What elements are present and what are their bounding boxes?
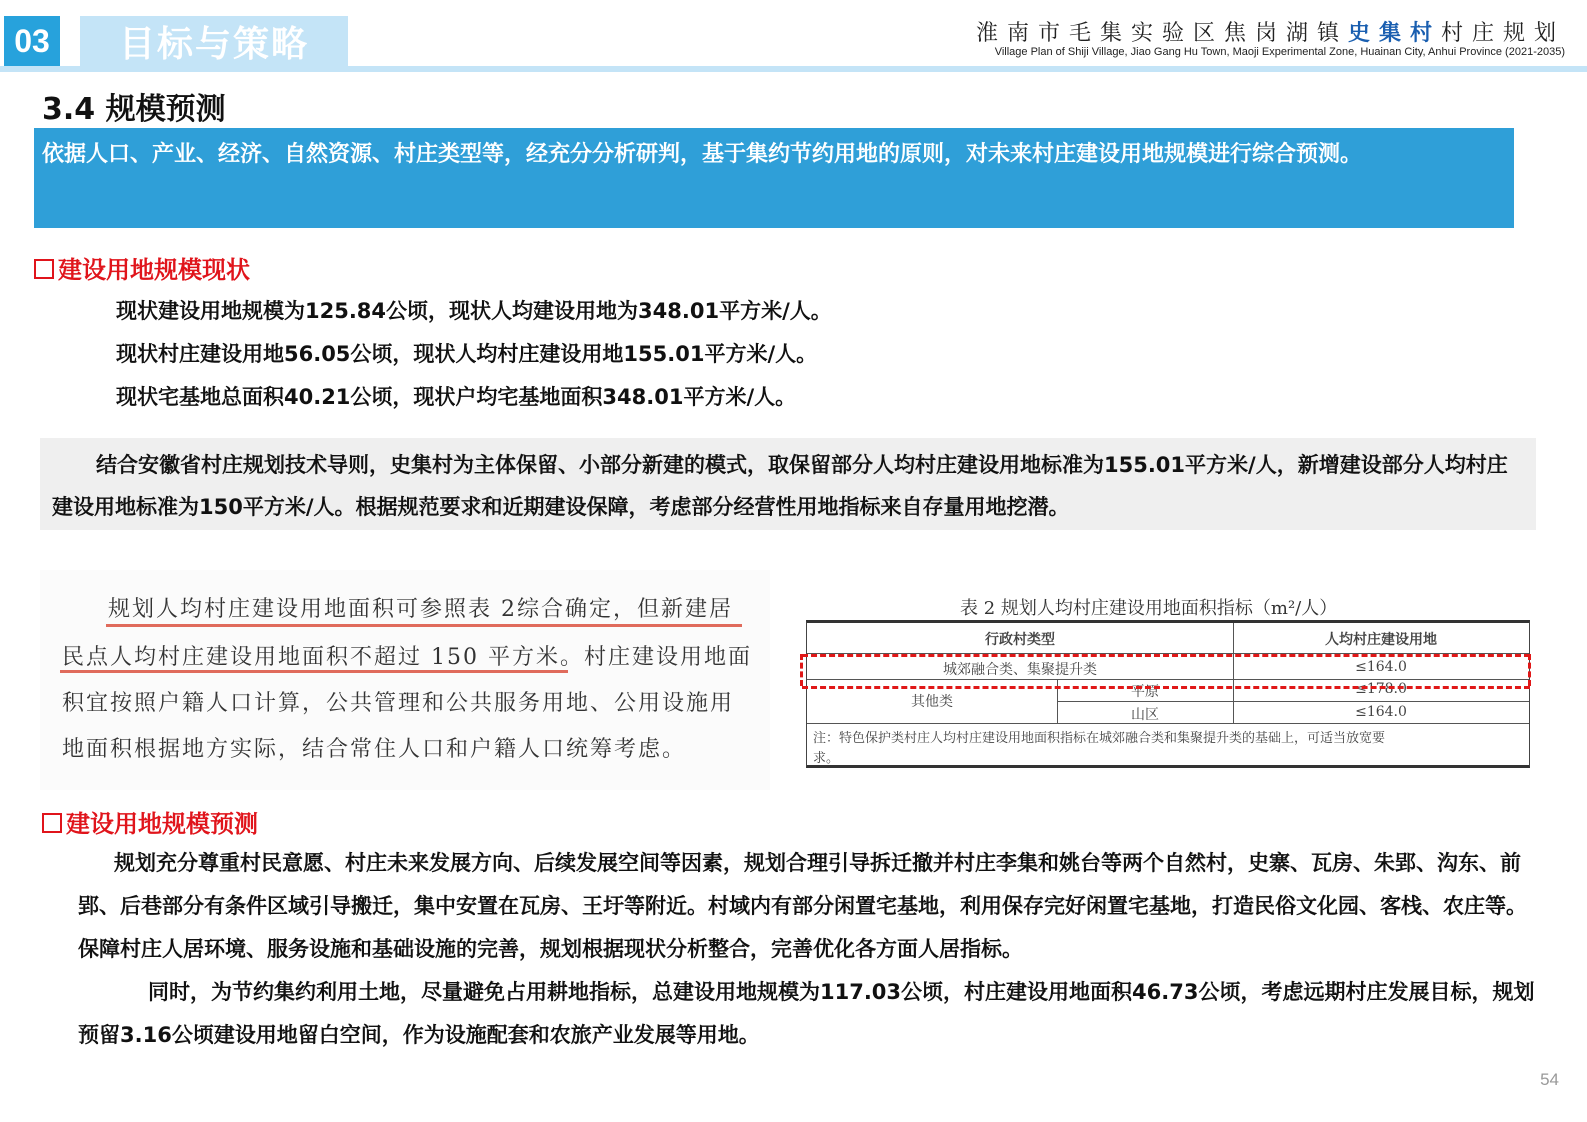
status-heading [34,250,250,285]
highlight-dash [802,686,1530,689]
title-accent: 史集村 [1347,20,1441,46]
table-cell: 城郊融合类、集聚提升类 [943,662,1097,678]
highlight-dash [800,654,803,686]
highlight-dash [1528,654,1531,686]
quote-line: 积宜按照户籍人口计算，公共管理和公共服务用地、公用设施用 [62,691,735,716]
table-cell: 平原 [1131,684,1159,700]
forecast-heading-label: 建设用地规模预测 [66,810,258,838]
table-header: 人均村庄建设用地 [1325,632,1437,648]
quote-line: 地面积根据地方实际，结合常住人口和户籍人口统筹考虑。 [62,737,687,762]
checkbox-square-icon [42,813,62,833]
section-number-badge: 03 [4,16,60,66]
status-line: 现状建设用地规模为125.84公顷，现状人均建设用地为348.01平方米/人。 [116,299,832,323]
forecast-paragraph: 规划充分尊重村民意愿、村庄未来发展方向、后续发展空间等因素，规划合理引导拆迁撤并村庄李集和姚台等两个自然村，史寨、瓦房、朱郢、沟东、前郢、后巷部分有条件区域引导搬迁，集中安置在瓦房、王圩等附近。村域内有部分闲置宅基地，利用保存完好闲置宅基地，打造民俗文化园、客栈、农庄等。保障村庄人居环境、服务设施和基础设施的完善，规划根据现状分析整合，完善优化各方面人居指标。 [78,851,1527,961]
quote-line: 民点人均村庄建设用地面积不超过 150 平方米。村庄建设用地面 [62,645,752,670]
table-divider [1057,701,1529,702]
table-cell: ≤164.0 [1355,704,1407,720]
table-cell: 山区 [1131,707,1159,723]
title-prefix: 淮南市毛集实验区焦岗湖镇 [975,21,1348,46]
title-suffix: 村庄规划 [1440,21,1565,46]
highlight-dash [802,654,1530,657]
table-cell: ≤178.0 [1355,681,1407,697]
forecast-heading [42,804,258,839]
status-heading-label: 建设用地规模现状 [58,256,250,284]
quote-underline [60,670,568,673]
header-divider [0,66,1587,72]
table-caption: 表 2 规划人均村庄建设用地面积指标（m²/人） [960,598,1338,619]
quote-underline [106,624,742,627]
checkbox-square-icon [34,259,54,279]
intro-banner: 依据人口、产业、经济、自然资源、村庄类型等，经充分分析研判，基于集约节约用地的原则，对未来村庄建设用地规模进行综合预测。 [34,128,1514,228]
status-line: 现状宅基地总面积40.21公顷，现状户均宅基地面积348.01平方米/人。 [116,385,797,409]
document-title [976,16,1565,47]
document-subtitle: Village Plan of Shiji Village, Jiao Gang Hu Town, Maoji Experimental Zone, Huainan City, Anhui Province (2021-2035) [994,46,1565,58]
forecast-text [78,842,1538,1057]
table-divider [807,679,1529,680]
table-header: 行政村类型 [985,632,1055,648]
standards-table [806,620,1530,768]
table-note: 注：特色保护类村庄人均村庄建设用地面积指标在城郊融合类和集聚提升类的基础上，可适当放宽要 [813,731,1386,746]
quote-line: 规划人均村庄建设用地面积可参照表 2综合确定，但新建居 [108,597,733,622]
table-cell: ≤164.0 [1355,659,1407,675]
section-title-tab: 目标与策略 [80,16,348,66]
page-number: 54 [1540,1070,1559,1089]
standard-note-box [40,438,1536,530]
status-line: 现状村庄建设用地56.05公顷，现状人均村庄建设用地155.01平方米/人。 [116,342,818,366]
standard-note-text: 结合安徽省村庄规划技术导则，史集村为主体保留、小部分新建的模式，取保留部分人均村庄建设用地标准为155.01平方米/人，新增建设部分人均村庄建设用地标准为150平方米/人。根据规范要求和近期建设保障，考虑部分经营性用地指标来自存量用地挖潜。 [52,453,1508,519]
forecast-paragraph: 同时，为节约集约利用土地，尽量避免占用耕地指标，总建设用地规模为117.03公顷，村庄建设用地面积46.73公顷，考虑远期村庄发展目标，规划预留3.16公顷建设用地留白空间，作为设施配套和农旅产业发展等用地。 [78,980,1535,1047]
table-cell: 其他类 [911,694,953,710]
quoted-regulation-image [40,570,770,790]
section-heading: 3.4 规模预测 [42,92,226,127]
table-note: 求。 [813,751,840,766]
